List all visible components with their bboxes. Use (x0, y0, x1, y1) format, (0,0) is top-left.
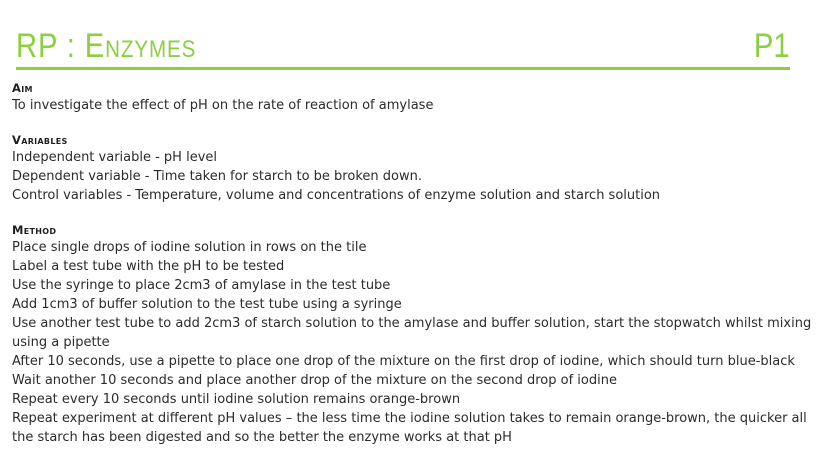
variables-heading: Variables (12, 133, 68, 147)
method-step: Use the syringe to place 2cm3 of amylase in the test tube (12, 278, 391, 293)
independent-variable: Independent variable - pH level (12, 150, 218, 165)
method-heading: Method (12, 223, 57, 237)
page-tag: P1 (754, 27, 790, 65)
method-step: Repeat every 10 seconds until iodine solution remains orange-brown (12, 392, 461, 407)
control-variables: Control variables - Temperature, volume and concentrations of enzyme solution and starch solution (12, 188, 661, 203)
aim-text: To investigate the effect of pH on the rate of reaction of amylase (12, 98, 434, 113)
variables-section (12, 132, 816, 205)
aim-section (12, 80, 816, 115)
dependent-variable: Dependent variable - Time taken for starch to be broken down. (12, 169, 422, 184)
method-step: Wait another 10 seconds and place another drop of the mixture on the second drop of iodine (12, 373, 617, 388)
title-underline (16, 67, 790, 70)
page-title: RP : Enzymes (16, 27, 197, 65)
method-step: Add 1cm3 of buffer solution to the test tube using a syringe (12, 297, 402, 312)
method-step: Repeat experiment at different pH values – the less time the iodine solution takes to remain orange-brown, the quicker all the starch has been digested and so the better the enzyme works at that pH (12, 411, 807, 445)
method-step: Use another test tube to add 2cm3 of starch solution to the amylase and buffer solution, start the stopwatch whilst mixing using a pipette (12, 316, 812, 350)
document-body (12, 80, 816, 447)
method-step: After 10 seconds, use a pipette to place one drop of the mixture on the first drop of iodine, which should turn blue-black (12, 354, 795, 369)
method-section (12, 222, 816, 447)
method-step: Place single drops of iodine solution in rows on the tile (12, 240, 367, 255)
aim-heading: Aim (12, 81, 33, 95)
page-header (14, 24, 790, 70)
method-step: Label a test tube with the pH to be tested (12, 259, 285, 274)
